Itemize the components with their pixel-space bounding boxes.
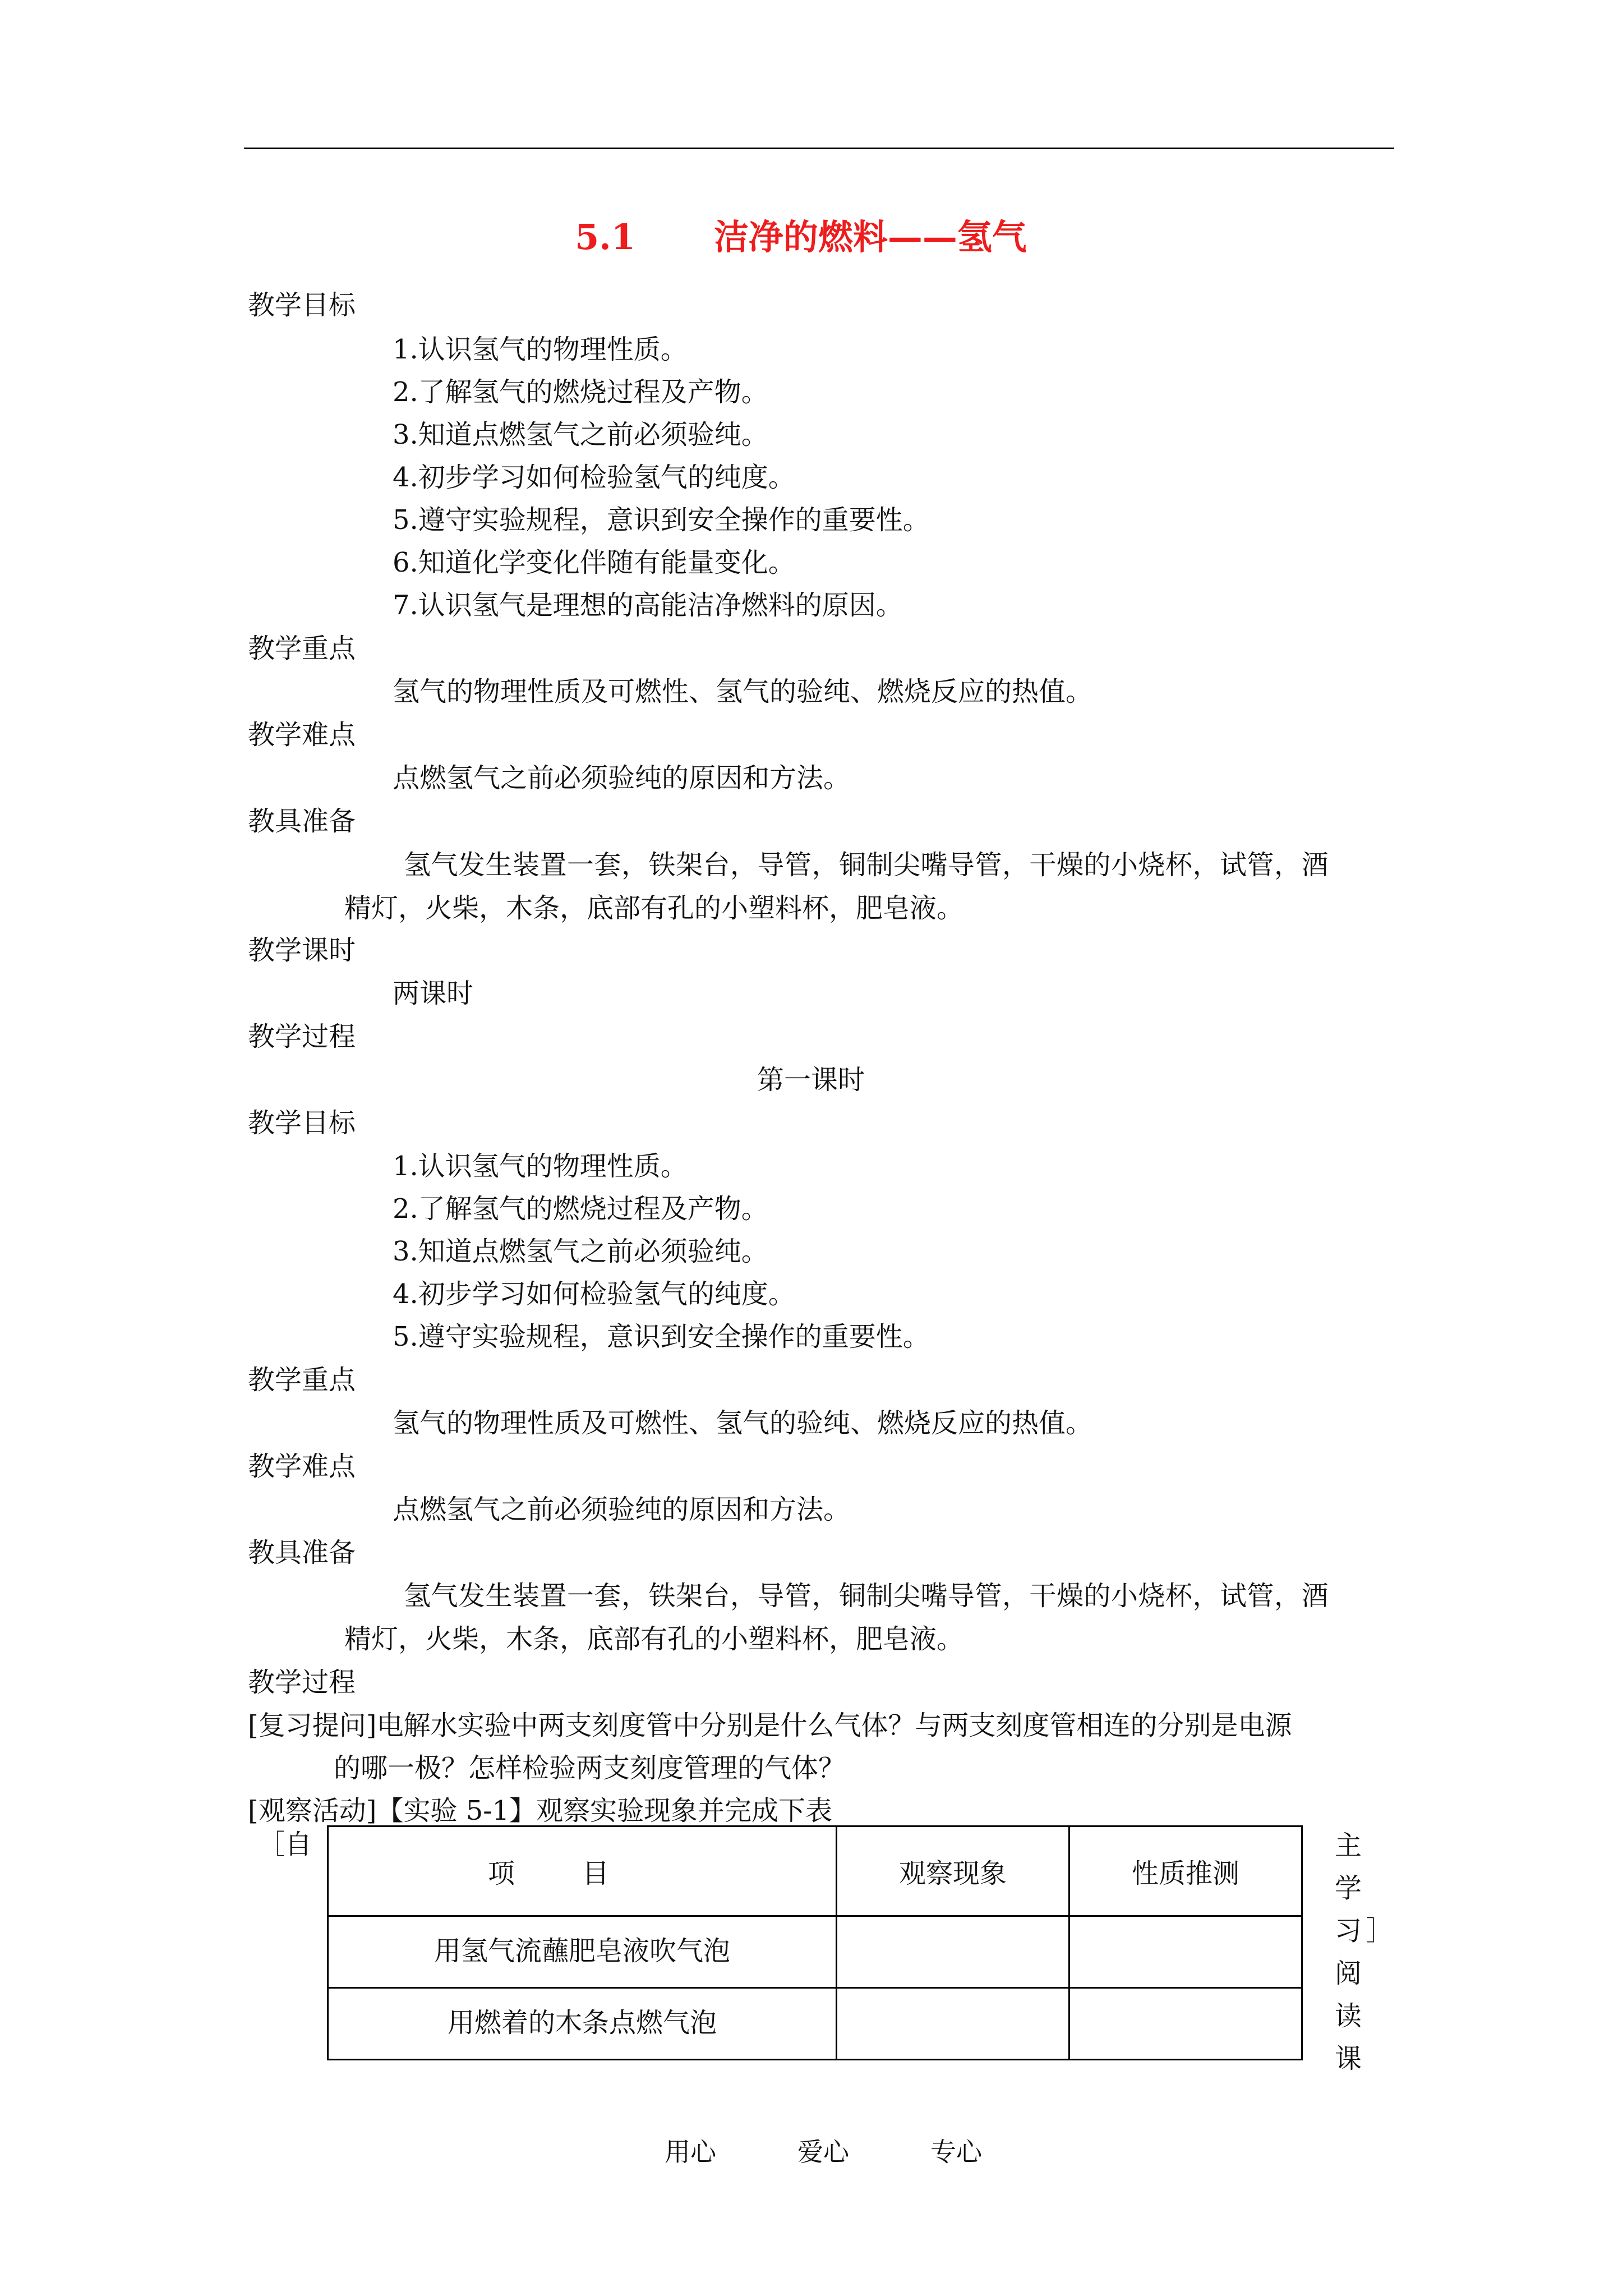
column-header-observation: 观察现象 [836,1826,1069,1916]
key-points-heading: 教学重点 [248,633,356,664]
equipment-text-line2: 精灯，火柴，木条，底部有孔的小塑料杯，肥皂液。 [344,892,964,924]
table-cell-observation [836,1916,1069,1988]
goals-heading: 教学目标 [248,1107,356,1139]
side-note-left: ［自 [258,1829,312,1860]
difficulty-heading: 教学难点 [248,1451,356,1482]
goal-item: 3.知道点燃氢气之前必须验纯。 [393,419,768,450]
process-heading: 教学过程 [248,1667,356,1698]
side-note-char: 主 [1335,1830,1362,1861]
table-header-row [328,1826,1302,1916]
goal-item: 3.知道点燃氢气之前必须验纯。 [393,1236,768,1267]
table-row [328,1916,1302,1988]
footer-item: 爱心 [797,2137,849,2167]
footer-item: 用心 [665,2137,716,2167]
observation-activity: [观察活动]【实验 5-1】观察实验现象并完成下表 [248,1795,833,1826]
equipment-text-line1: 氢气发生装置一套，铁架台，导管，铜制尖嘴导管，干燥的小烧杯，试管，酒 [404,849,1329,881]
goal-item: 1.认识氢气的物理性质。 [393,334,688,365]
column-header-item [328,1826,837,1916]
side-note-char: 阅 [1335,1958,1362,1989]
review-question-line1: [复习提问]电解水实验中两支刻度管中分别是什么气体？与两支刻度管相连的分别是电源 [248,1710,1292,1741]
table-cell-item: 用氢气流蘸肥皂液吹气泡 [328,1916,837,1988]
observation-table [327,1825,1303,2060]
process-heading: 教学过程 [248,1021,356,1052]
table-cell-inference [1069,1916,1302,1988]
table-cell-inference [1069,1988,1302,2060]
goal-item: 6.知道化学变化伴随有能量变化。 [393,547,795,578]
side-note-char: 课 [1335,2043,1362,2074]
side-note-char: 学 [1335,1872,1362,1904]
goal-item: 4.初步学习如何检验氢气的纯度。 [393,1278,795,1310]
class-hours-text: 两课时 [393,978,474,1009]
page-footer [665,2136,982,2168]
equipment-text-line2: 精灯，火柴，木条，底部有孔的小塑料杯，肥皂液。 [344,1623,964,1655]
footer-item: 专心 [930,2137,982,2167]
goal-item: 4.初步学习如何检验氢气的纯度。 [393,462,795,493]
goals-heading: 教学目标 [248,289,356,321]
goal-item: 1.认识氢气的物理性质。 [393,1151,688,1182]
page-title [575,216,1027,259]
column-header-inference: 性质推测 [1069,1826,1302,1916]
goal-item: 7.认识氢气是理想的高能洁净燃料的原因。 [393,590,903,621]
side-note-bracket: ］ [1366,1915,1394,1947]
side-note-char: 读 [1335,2000,1362,2032]
difficulty-text: 点燃氢气之前必须验纯的原因和方法。 [393,1494,851,1525]
column-header-item-label: 项目 [487,1858,676,1889]
key-points-text: 氢气的物理性质及可燃性、氢气的验纯、燃烧反应的热值。 [393,676,1093,707]
difficulty-heading: 教学难点 [248,719,356,751]
equipment-text-line1: 氢气发生装置一套，铁架台，导管，铜制尖嘴导管，干燥的小烧杯，试管，酒 [404,1580,1329,1612]
title-text: 洁净的燃料——氢气 [713,217,1027,257]
side-note-char: 习 [1335,1915,1362,1947]
review-question-line2: 的哪一极？怎样检验两支刻度管理的气体？ [334,1752,846,1784]
goal-item: 5.遵守实验规程，意识到安全操作的重要性。 [393,1321,930,1352]
equipment-heading: 教具准备 [248,1537,356,1568]
table-cell-item: 用燃着的木条点燃气泡 [328,1988,837,2060]
header-rule [244,148,1394,149]
key-points-heading: 教学重点 [248,1364,356,1396]
goal-item: 2.了解氢气的燃烧过程及产物。 [393,376,768,408]
table-cell-observation [836,1988,1069,2060]
key-points-text: 氢气的物理性质及可燃性、氢气的验纯、燃烧反应的热值。 [393,1407,1093,1439]
class-hours-heading: 教学课时 [248,935,356,966]
lesson-heading: 第一课时 [757,1064,865,1096]
goal-item: 5.遵守实验规程，意识到安全操作的重要性。 [393,504,930,536]
table-row [328,1988,1302,2060]
difficulty-text: 点燃氢气之前必须验纯的原因和方法。 [393,762,851,794]
section-number: 5.1 [575,217,635,257]
equipment-heading: 教具准备 [248,806,356,837]
goal-item: 2.了解氢气的燃烧过程及产物。 [393,1193,768,1225]
